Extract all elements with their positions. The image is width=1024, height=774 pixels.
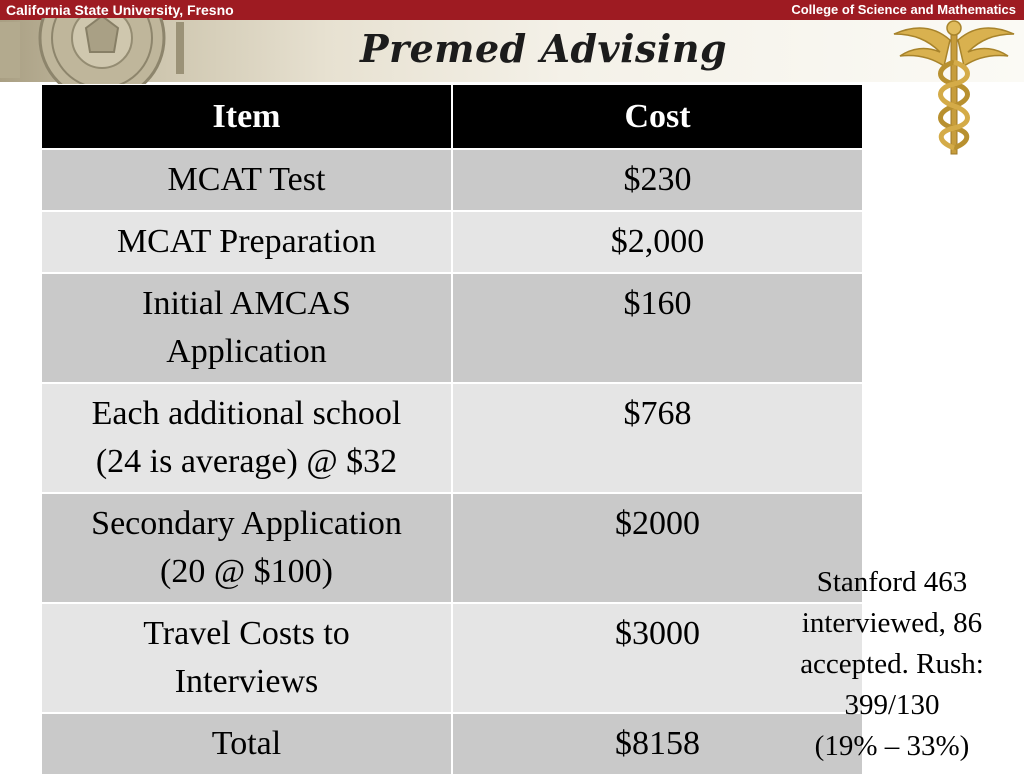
item-line: Total <box>211 725 282 762</box>
side-note-line: (19% – 33%) <box>814 730 970 762</box>
university-name: California State University, Fresno <box>6 2 234 18</box>
cost-table <box>42 85 862 774</box>
header-bar <box>0 0 1024 20</box>
side-note-line: interviewed, 86 <box>801 607 983 639</box>
item-cell <box>42 383 452 493</box>
cost-cell: $2000 <box>452 493 862 603</box>
table-row <box>42 211 862 273</box>
cost-cell: $2,000 <box>452 211 862 273</box>
cost-cell: $8158 <box>452 713 862 774</box>
item-cell <box>42 149 452 211</box>
item-line: MCAT Preparation <box>116 223 377 260</box>
side-note-line: accepted. Rush: <box>800 648 984 680</box>
item-line: (20 @ $100) <box>160 553 333 590</box>
item-cell <box>42 273 452 383</box>
item-cell <box>42 211 452 273</box>
item-line: Interviews <box>174 663 319 700</box>
item-line: Travel Costs to <box>143 615 350 652</box>
university-seal-icon <box>0 18 200 84</box>
item-line: (24 is average) @ $32 <box>95 443 398 480</box>
table-row <box>42 383 862 493</box>
item-line: Secondary Application <box>91 505 402 542</box>
column-header-item: Item <box>42 85 452 149</box>
item-cell <box>42 603 452 713</box>
table-header-row <box>42 85 862 149</box>
item-cell <box>42 493 452 603</box>
cost-cell: $230 <box>452 149 862 211</box>
page-title: Premed Advising <box>360 26 728 71</box>
college-name: College of Science and Mathematics <box>791 2 1016 17</box>
item-line: Application <box>166 333 327 370</box>
side-note <box>772 562 1012 767</box>
caduceus-icon <box>888 16 1020 156</box>
table-row <box>42 149 862 211</box>
cost-cell: $160 <box>452 273 862 383</box>
table-row <box>42 493 862 603</box>
cost-cell: $3000 <box>452 603 862 713</box>
item-line: Each additional school <box>91 395 402 432</box>
item-cell <box>42 713 452 774</box>
cost-cell: $768 <box>452 383 862 493</box>
table-row <box>42 273 862 383</box>
side-note-line: 399/130 <box>844 689 940 721</box>
item-line: MCAT Test <box>167 161 326 198</box>
column-header-cost: Cost <box>452 85 862 149</box>
table-row-total <box>42 713 862 774</box>
item-line: Initial AMCAS <box>142 285 351 322</box>
table-row <box>42 603 862 713</box>
side-note-line: Stanford 463 <box>816 566 968 598</box>
